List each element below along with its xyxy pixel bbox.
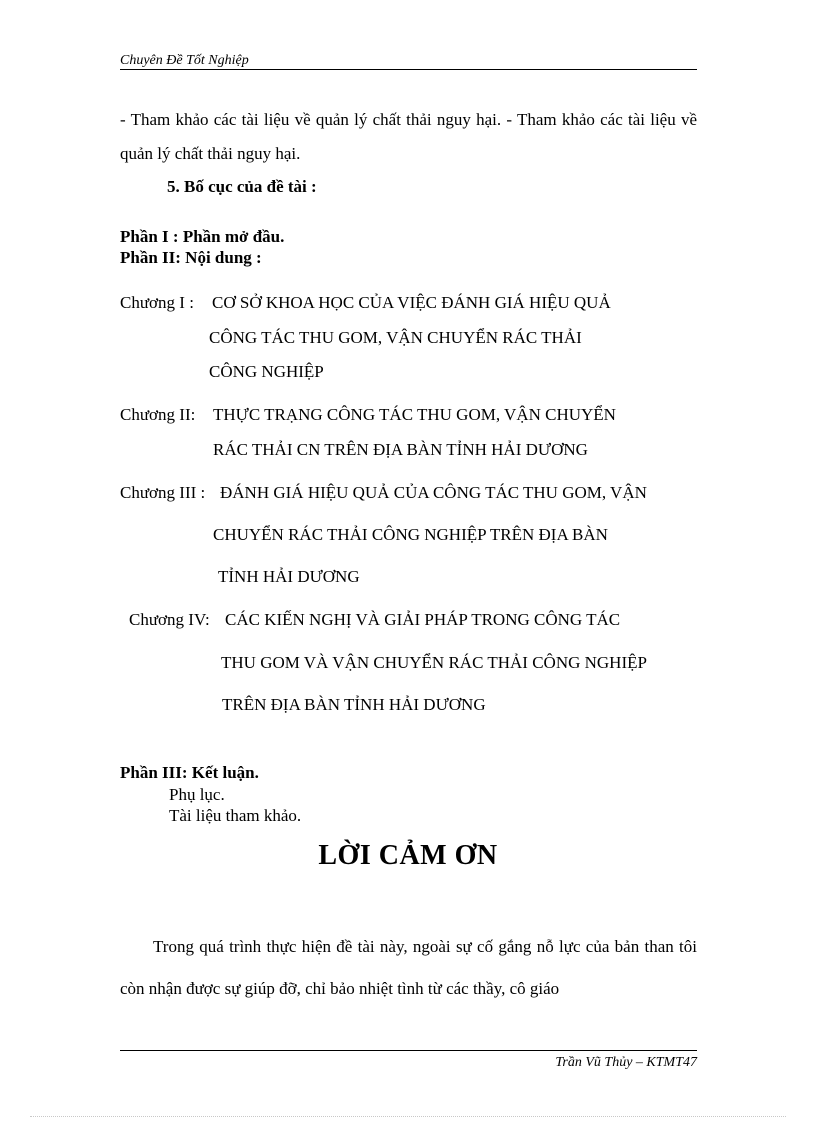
chapter-1-line-2: CÔNG TÁC THU GOM, VẬN CHUYỂN RÁC THẢI xyxy=(209,328,582,347)
thanks-heading: LỜI CẢM ƠN xyxy=(318,840,498,871)
part-3-item-references: Tài liệu tham khảo. xyxy=(169,806,302,825)
part-2-title: Phần II: Nội dung : xyxy=(120,248,262,267)
chapter-3-line-1: ĐÁNH GIÁ HIỆU QUẢ CỦA CÔNG TÁC THU GOM, VẬN xyxy=(220,483,647,502)
chapter-1-line-1: CƠ SỞ KHOA HỌC CỦA VIỆC ĐÁNH GIÁ HIỆU QUẢ xyxy=(212,293,611,312)
chapter-4-line-2: THU GOM VÀ VẬN CHUYỂN RÁC THẢI CÔNG NGHIỆP xyxy=(221,653,647,672)
header-rule xyxy=(120,69,697,70)
chapter-3-label: Chương III : xyxy=(120,483,206,502)
thanks-paragraph: Trong quá trình thực hiện đề tài này, ngoài sự cố gắng nỗ lực của bản than tôi còn nhận được sự giúp đỡ, chỉ bảo nhiệt tình từ các thầy, cô giáo xyxy=(120,937,697,998)
references-paragraph: - Tham khảo các tài liệu về quản lý chất thải nguy hại. - Tham khảo các tài liệu về quản lý chất thải nguy hại. xyxy=(120,110,697,163)
chapter-2-label: Chương II: xyxy=(120,405,196,424)
page-bottom-dotted-border xyxy=(30,1116,786,1117)
part-1-title: Phần I : Phần mở đầu. xyxy=(120,227,285,246)
chapter-4-line-3: TRÊN ĐỊA BÀN TỈNH HẢI DƯƠNG xyxy=(222,695,486,714)
chapter-4-line-1: CÁC KIẾN NGHỊ VÀ GIẢI PHÁP TRONG CÔNG TÁC xyxy=(225,610,621,629)
page-footer-author: Trần Vũ Thủy – KTMT47 xyxy=(555,1055,697,1070)
page-header-title: Chuyên Đề Tốt Nghiệp xyxy=(120,53,249,68)
footer-rule xyxy=(120,1050,697,1051)
chapter-2-line-1: THỰC TRẠNG CÔNG TÁC THU GOM, VẬN CHUYỂN xyxy=(213,405,616,424)
section-heading: 5. Bố cục của đề tài : xyxy=(167,177,317,196)
chapter-4-label: Chương IV: xyxy=(129,610,210,629)
chapter-1-label: Chương I : xyxy=(120,293,194,312)
chapter-3-line-3: TỈNH HẢI DƯƠNG xyxy=(218,567,360,586)
chapter-1-line-3: CÔNG NGHIỆP xyxy=(209,362,324,381)
part-3-title: Phần III: Kết luận. xyxy=(120,763,259,782)
chapter-3-line-2: CHUYỂN RÁC THẢI CÔNG NGHIỆP TRÊN ĐỊA BÀN xyxy=(213,525,608,544)
part-3-item-appendix: Phụ lục. xyxy=(169,785,225,804)
chapter-2-line-2: RÁC THẢI CN TRÊN ĐỊA BÀN TỈNH HẢI DƯƠNG xyxy=(213,440,588,459)
